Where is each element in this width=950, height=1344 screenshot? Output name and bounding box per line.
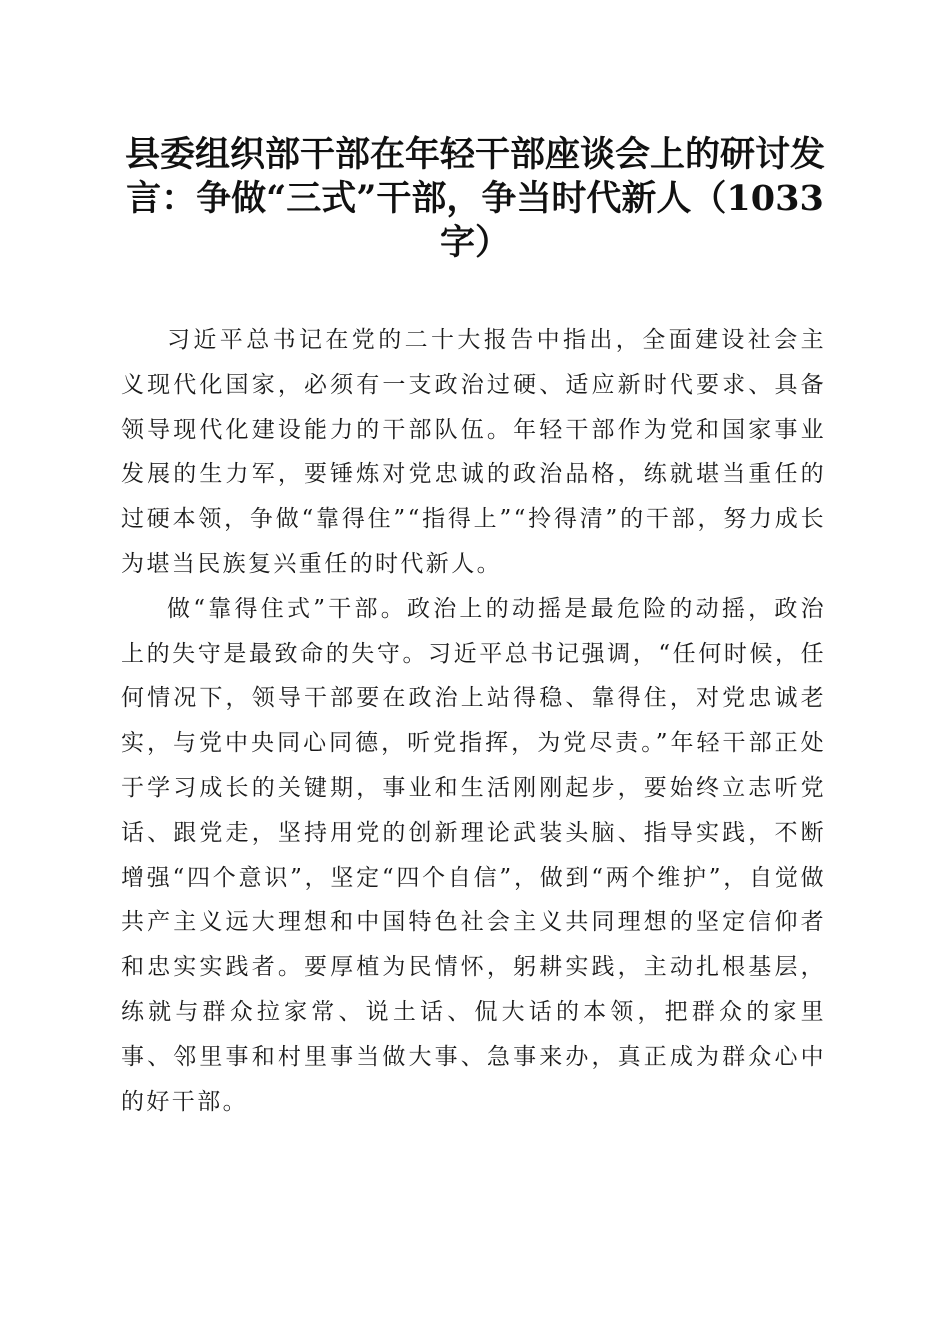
body-paragraph-2: 做“靠得住式”干部。政治上的动摇是最危险的动摇，政治上的失守是最致命的失守。习近平总书记强调，“任何时候，任何情况下，领导干部要在政治上站得稳、靠得住，对党忠诚老实，与党中央同心同德，听党指挥，为党尽责。”年轻干部正处于学习成长的关键期，事业和生活刚刚起步，要始终立志听党话、跟党走，坚持用党的创新理论武装头脑、指导实践，不断增强“四个意识”，坚定“四个自信”，做到“两个维护”，自觉做共产主义远大理想和中国特色社会主义共同理想的坚定信仰者和忠实实践者。要厚植为民情怀，躬耕实践，主动扎根基层，练就与群众拉家常、说土话、侃大话的本领，把群众的家里事、邻里事和村里事当做大事、急事来办，真正成为群众心中的好干部。 [121,595,826,1115]
document-title: 县委组织部干部在年轻干部座谈会上的研讨发言：争做“三式”干部，争当时代新人（1033字） [124,134,825,263]
body-paragraph-1: 习近平总书记在党的二十大报告中指出，全面建设社会主义现代化国家，必须有一支政治过硬、适应新时代要求、具备领导现代化建设能力的干部队伍。年轻干部作为党和国家事业发展的生力军，要锤炼对党忠诚的政治品格，练就堪当重任的过硬本领，争做“靠得住”“指得上”“拎得清”的干部，努力成长为堪当民族复兴重任的时代新人。 [121,327,826,577]
document-body [121,318,826,1124]
